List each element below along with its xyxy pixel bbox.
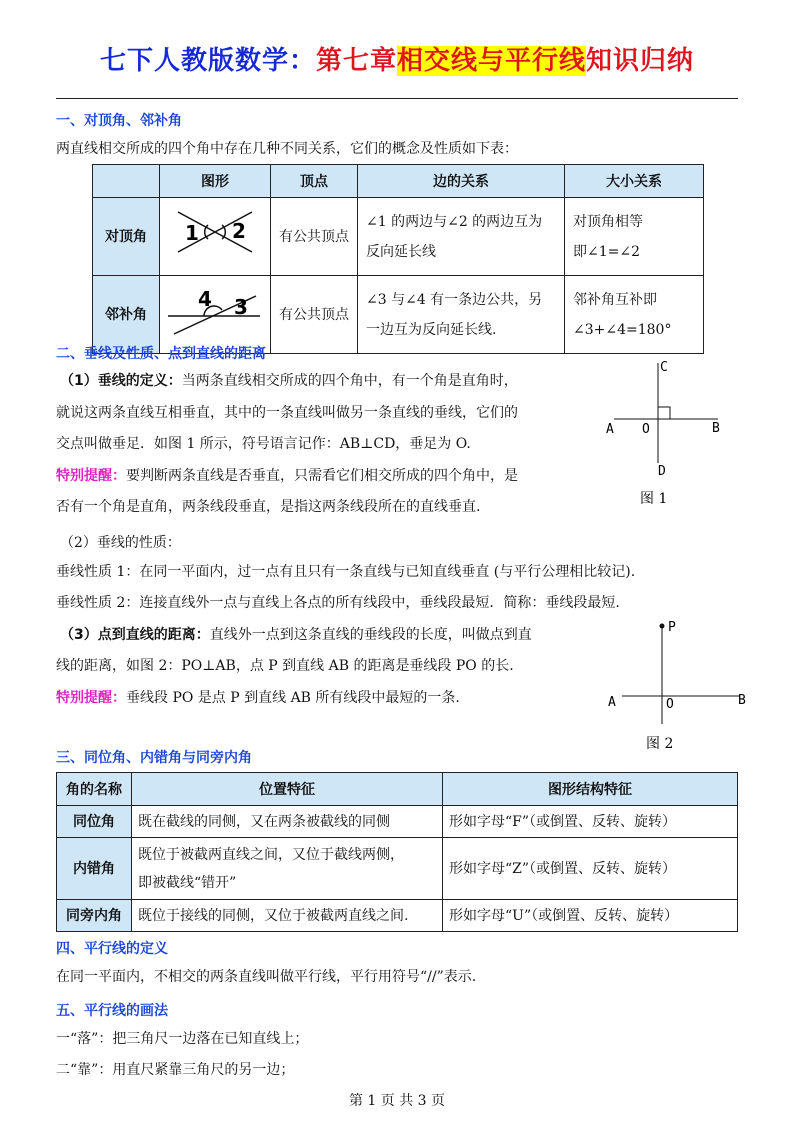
size-cell [565,276,704,354]
special-tip-line2: 否有一个角是直角，两条线段垂直，是指这两条线段所在的直线垂直. [56,499,481,515]
definition-text: 当两条直线相交所成的四个角中，有一个角是直角时， [181,373,518,389]
position-cell: 既位于接线的同侧，又位于被截两直线之间. [132,900,443,932]
page-footer: 第 1 页 共 3 页 [348,1093,446,1109]
row-name: 邻补角 [93,276,160,354]
table-header-cell: 图形结构特征 [443,773,738,806]
table-header-cell: 角的名称 [57,773,132,806]
table-row [57,806,738,838]
perpendicular-property-1: 垂线性质 1：在同一平面内，过一点有且只有一条直线与已知直线垂直 (与平行公理相比较记). [56,564,636,580]
table-header-row [57,773,738,806]
shape-cell: 形如字母“U”（或倒置、反转、旋转） [443,900,738,932]
size-line-2: ∠3+∠4=180° [573,321,672,338]
shape-cell: 形如字母“F”（或倒置、反转、旋转） [443,806,738,838]
perpendicular-definition-line1 [60,366,518,396]
vertex-cell: 有公共顶点 [271,198,358,276]
definition-label: （1）垂线的定义： [60,373,182,389]
row-name: 对顶角 [93,198,160,276]
tip-label: 特别提醒： [56,468,126,484]
drawing-step-1: 一“落”：把三角尺一边落在已知直线上； [56,1031,309,1047]
figure-1 [600,355,730,515]
position-cell: 既在截线的同侧，又在两条被截线的同侧 [132,806,443,838]
row-name: 内错角 [57,838,132,900]
table-row [57,838,738,900]
size-cell [565,198,704,276]
table-header-cell: 大小关系 [565,165,704,198]
tip-text: 要判断两条直线是否垂直，只需看它们相交所成的四个角中，是 [126,468,518,484]
sides-cell: ∠1 的两边与∠2 的两边互为反向延长线 [358,198,565,276]
figure-2 [600,612,750,757]
point-line-distance-line1 [60,620,532,650]
size-line-1: 邻补角互补即 [573,291,657,308]
shape-cell: 形如字母“Z”（或倒置、反转、旋转） [443,838,738,900]
distance-text: 直线外一点到这条直线的垂线段的长度，叫做点到直 [209,627,532,643]
row-name: 同位角 [57,806,132,838]
drawing-step-2: 二“靠”：用直尺紧靠三角尺的另一边； [56,1062,295,1078]
parallel-definition: 在同一平面内，不相交的两条直线叫做平行线，平行用符号“//”表示. [56,969,477,985]
size-line-2: 即∠1=∠2 [573,243,641,260]
section1-intro: 两直线相交所成的四个角中存在几种不同关系，它们的概念及性质如下表： [56,141,518,157]
table-header-cell: 顶点 [271,165,358,198]
tip-label: 特别提醒： [56,690,126,706]
position-line-1: 既位于被截两直线之间，又位于截线两侧， [138,846,404,863]
perpendicular-property-2: 垂线性质 2：连接直线外一点与直线上各点的所有线段中，垂线段最短．简称：垂线段最短. [56,595,620,611]
section2-heading: 二、垂线及性质、点到直线的距离 [56,346,266,362]
section4-heading: 四、平行线的定义 [56,941,168,957]
transversal-angles-table [56,772,738,932]
vertex-cell: 有公共顶点 [271,276,358,354]
title-divider [56,98,738,99]
title-part1: 七下人教版数学： [99,46,316,76]
fig1-caption: 图 1 [640,491,668,507]
fig2-label-b: B [738,693,746,708]
fig2-caption: 图 2 [646,736,674,752]
table-header-cell [93,165,160,198]
fig1-label-a: A [606,422,614,437]
special-tip-line1 [56,461,518,491]
sides-cell: ∠3 与∠4 有一条边公共，另一边互为反向延长线. [358,276,565,354]
page-title [0,40,794,77]
position-cell [132,838,443,900]
tip-text: 垂线段 PO 是点 P 到直线 AB 所有线段中最短的一条. [126,690,460,706]
table-row [93,276,704,354]
perpendicular-definition-line2: 就说这两条直线互相垂直，其中的一条直线叫做另一条直线的垂线，它们的 [56,405,518,421]
section3-heading: 三、同位角、内错角与同旁内角 [56,750,252,766]
table-header-cell: 图形 [160,165,271,198]
vertical-angles-figure [160,198,271,276]
fig2-label-a: A [608,695,616,710]
title-highlight: 相交线与平行线 [397,46,587,76]
supplementary-angles-figure [160,276,271,354]
perpendicular-properties-label: （2）垂线的性质： [60,535,181,551]
title-part2: 第七章 [315,46,397,76]
row-name: 同旁内角 [57,900,132,932]
vertical-angles-svg [160,198,268,264]
special-tip-2 [56,683,460,713]
angle-3-label: 3 [234,295,248,319]
fig1-label-o: O [642,422,650,437]
fig1-label-d: D [658,464,666,479]
table-header-cell: 边的关系 [358,165,565,198]
section1-heading: 一、对顶角、邻补角 [56,113,182,129]
point-line-distance-line2: 线的距离，如图 2：PO⊥AB，点 P 到直线 AB 的距离是垂线段 PO 的长. [56,658,514,674]
title-part4: 知识归纳 [586,46,695,76]
angle-1-label: 1 [185,221,199,245]
perpendicular-definition-line3: 交点叫做垂足．如图 1 所示，符号语言记作：AB⊥CD，垂足为 O. [56,436,471,452]
size-line-1: 对顶角相等 [573,213,643,230]
table-row [57,900,738,932]
table-header-cell: 位置特征 [132,773,443,806]
fig1-label-c: C [660,360,668,375]
angle-2-label: 2 [232,219,246,243]
section5-heading: 五、平行线的画法 [56,1003,168,1019]
table-header-row [93,165,704,198]
supplementary-angles-svg [160,276,268,342]
table-row [93,198,704,276]
position-line-2: 即被截线“错开” [138,874,237,891]
fig2-label-p: P [668,620,676,635]
distance-label: （3）点到直线的距离： [60,627,210,643]
fig2-label-o: O [666,697,674,712]
angle-relations-table [92,164,704,354]
fig1-label-b: B [712,421,720,436]
angle-4-label: 4 [198,287,212,311]
